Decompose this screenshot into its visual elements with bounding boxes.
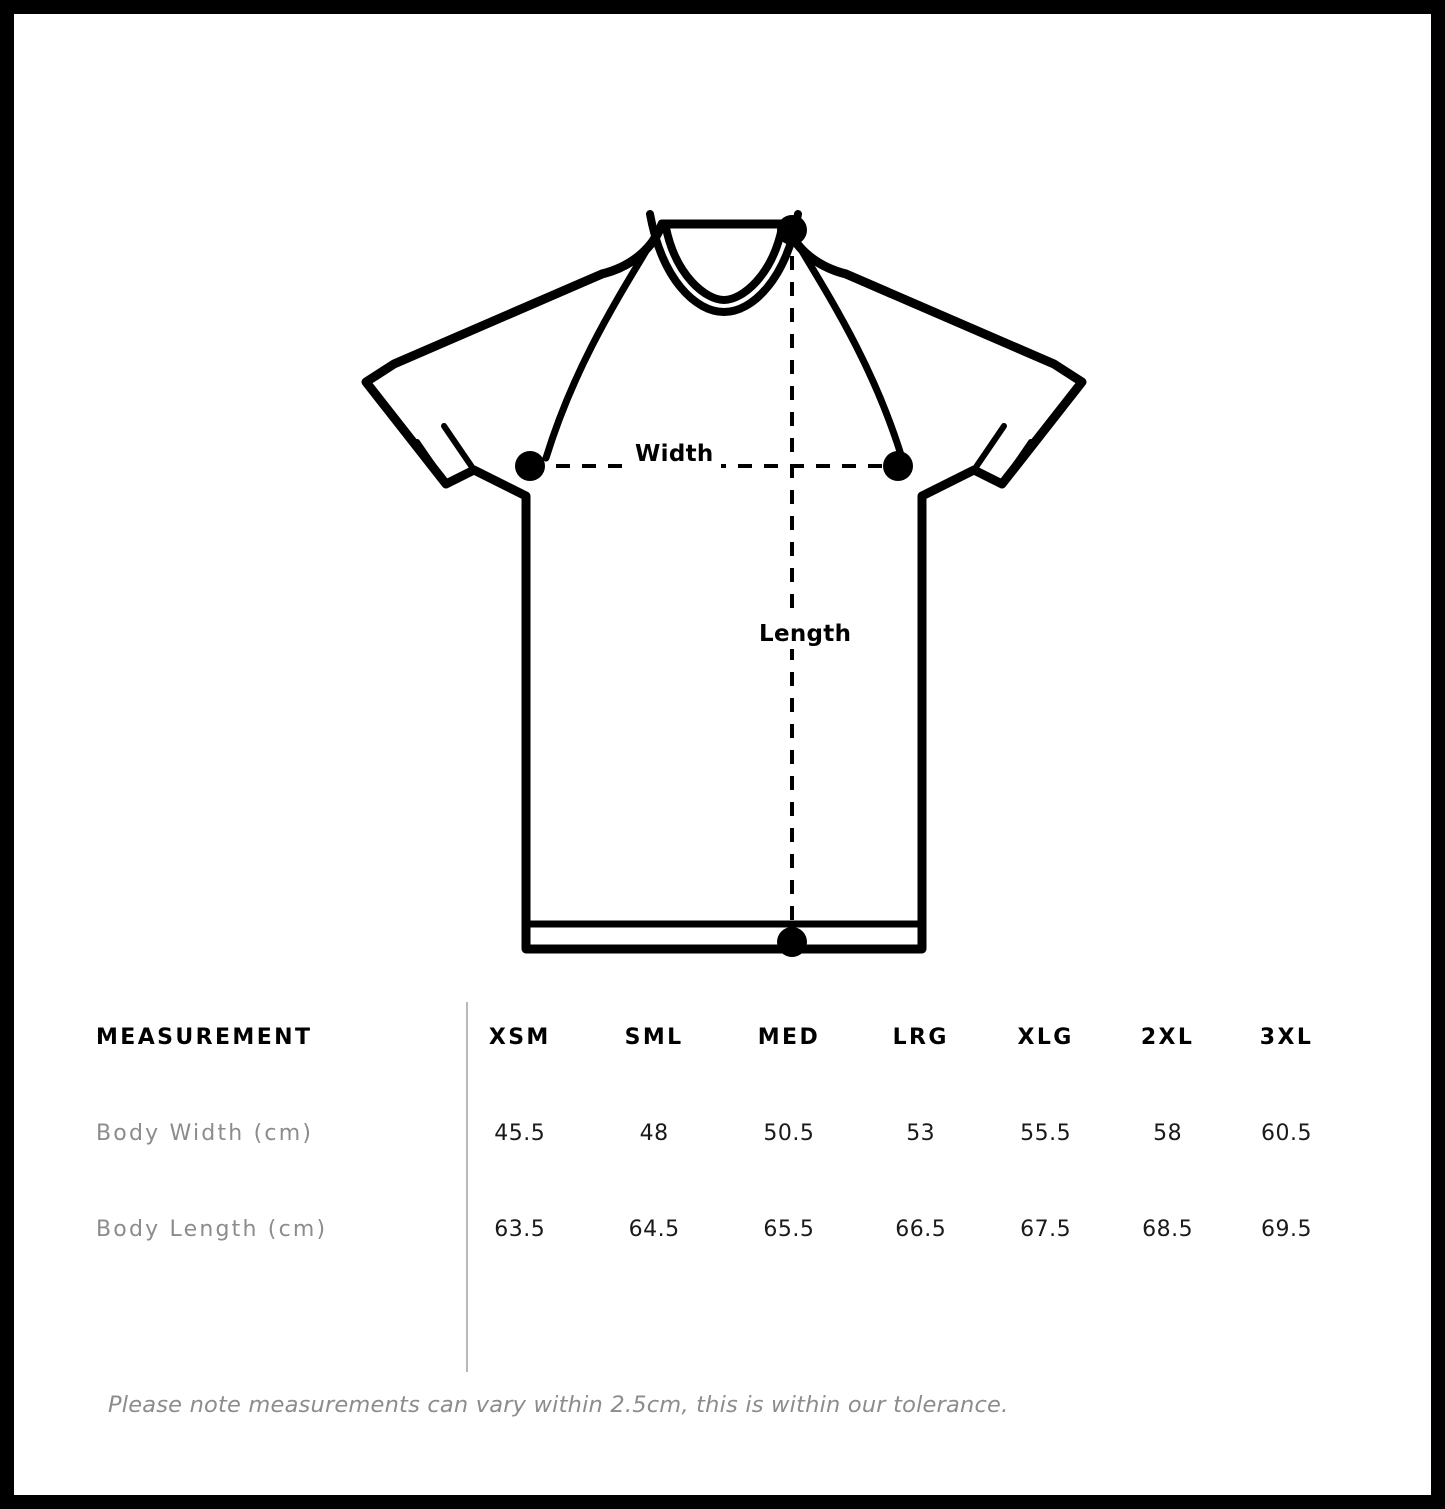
header-size-med: MED [757, 1024, 821, 1050]
cell-body-length-sml: 64.5 [628, 1216, 680, 1242]
table-row [96, 1085, 1346, 1181]
cell-body-width-sml: 48 [639, 1120, 669, 1146]
row-label-body-length: Body Length (cm) [96, 1216, 328, 1242]
length-dimension-label: Length [752, 619, 858, 649]
cell-body-width-3xl: 60.5 [1261, 1120, 1313, 1146]
shirt-diagram [14, 14, 1431, 974]
header-size-2xl: 2XL [1140, 1024, 1195, 1050]
cell-body-length-2xl: 68.5 [1142, 1216, 1194, 1242]
header-size-xlg: XLG [1017, 1024, 1074, 1050]
cell-body-length-med: 65.5 [763, 1216, 815, 1242]
cell-body-length-3xl: 69.5 [1261, 1216, 1313, 1242]
cell-body-width-2xl: 58 [1153, 1120, 1183, 1146]
size-table [96, 989, 1346, 1277]
cell-body-length-lrg: 66.5 [895, 1216, 947, 1242]
header-size-xsm: XSM [488, 1024, 551, 1050]
header-size-lrg: LRG [892, 1024, 949, 1050]
cell-body-length-xlg: 67.5 [1020, 1216, 1072, 1242]
table-header-row [96, 989, 1346, 1085]
cell-body-length-xsm: 63.5 [494, 1216, 546, 1242]
cell-body-width-xlg: 55.5 [1020, 1120, 1072, 1146]
size-chart-sheet [14, 14, 1431, 1495]
row-label-body-width: Body Width (cm) [96, 1120, 314, 1146]
tolerance-note: Please note measurements can vary within 2.5cm, this is within our tolerance. [108, 1392, 1009, 1418]
cell-body-width-xsm: 45.5 [494, 1120, 546, 1146]
size-table-area [14, 989, 1431, 1277]
cell-body-width-med: 50.5 [763, 1120, 815, 1146]
table-row [96, 1181, 1346, 1277]
tshirt-illustration [354, 194, 1094, 974]
cell-body-width-lrg: 53 [906, 1120, 936, 1146]
header-measurement: MEASUREMENT [96, 1024, 313, 1050]
width-dimension-label: Width [628, 439, 721, 469]
header-size-sml: SML [624, 1024, 684, 1050]
header-size-3xl: 3XL [1259, 1024, 1314, 1050]
